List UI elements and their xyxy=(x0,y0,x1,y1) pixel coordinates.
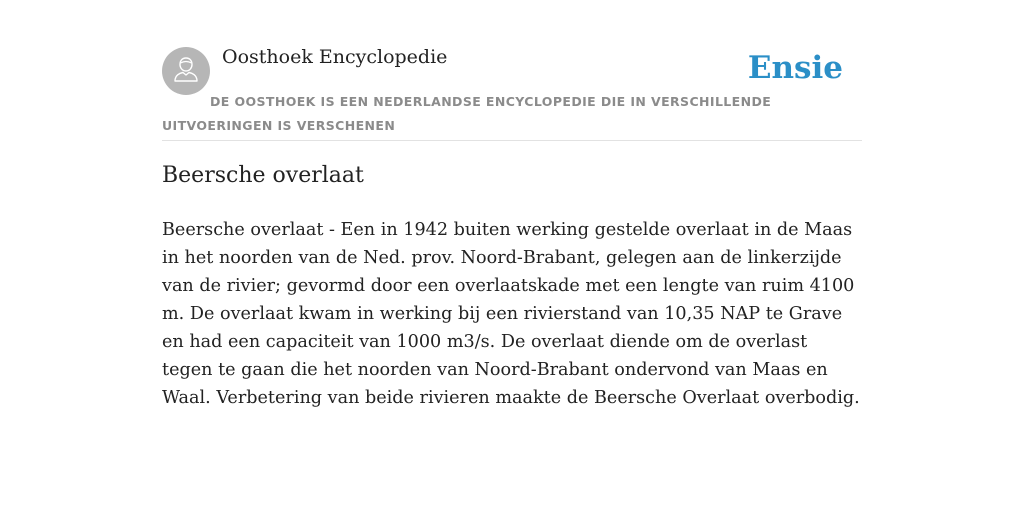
ensie-logo[interactable]: Ensie xyxy=(747,50,843,86)
user-icon xyxy=(171,54,201,89)
avatar[interactable] xyxy=(162,47,210,95)
article-body: Beersche overlaat - Een in 1942 buiten werking gestelde overlaat in de Maas in het noorden van de Ned. prov. Noord-Brabant, gelegen aan de linkerzijde van de rivier; gevormd door een overlaatskade met een lengte van ruim 4100 m. De overlaat kwam in werking bij een rivierstand van 10,35 NAP te Grave en had een capaciteit van 1000 m3/s. De overlaat diende om de overlast tegen te gaan die het noorden van Noord-Brabant ondervond van Maas en Waal. Verbetering van beide rivieren maakte de Beersche Overlaat overbodig. xyxy=(162,220,860,408)
source-header xyxy=(162,0,862,141)
page-container xyxy=(162,0,862,408)
source-title[interactable]: Oosthoek Encyclopedie xyxy=(222,46,448,68)
article-title: Beersche overlaat xyxy=(162,163,364,188)
source-description: DE OOSTHOEK IS EEN NEDERLANDSE ENCYCLOPEDIE DIE IN VERSCHILLENDE UITVOERINGEN IS VERSCHENEN xyxy=(162,94,772,133)
